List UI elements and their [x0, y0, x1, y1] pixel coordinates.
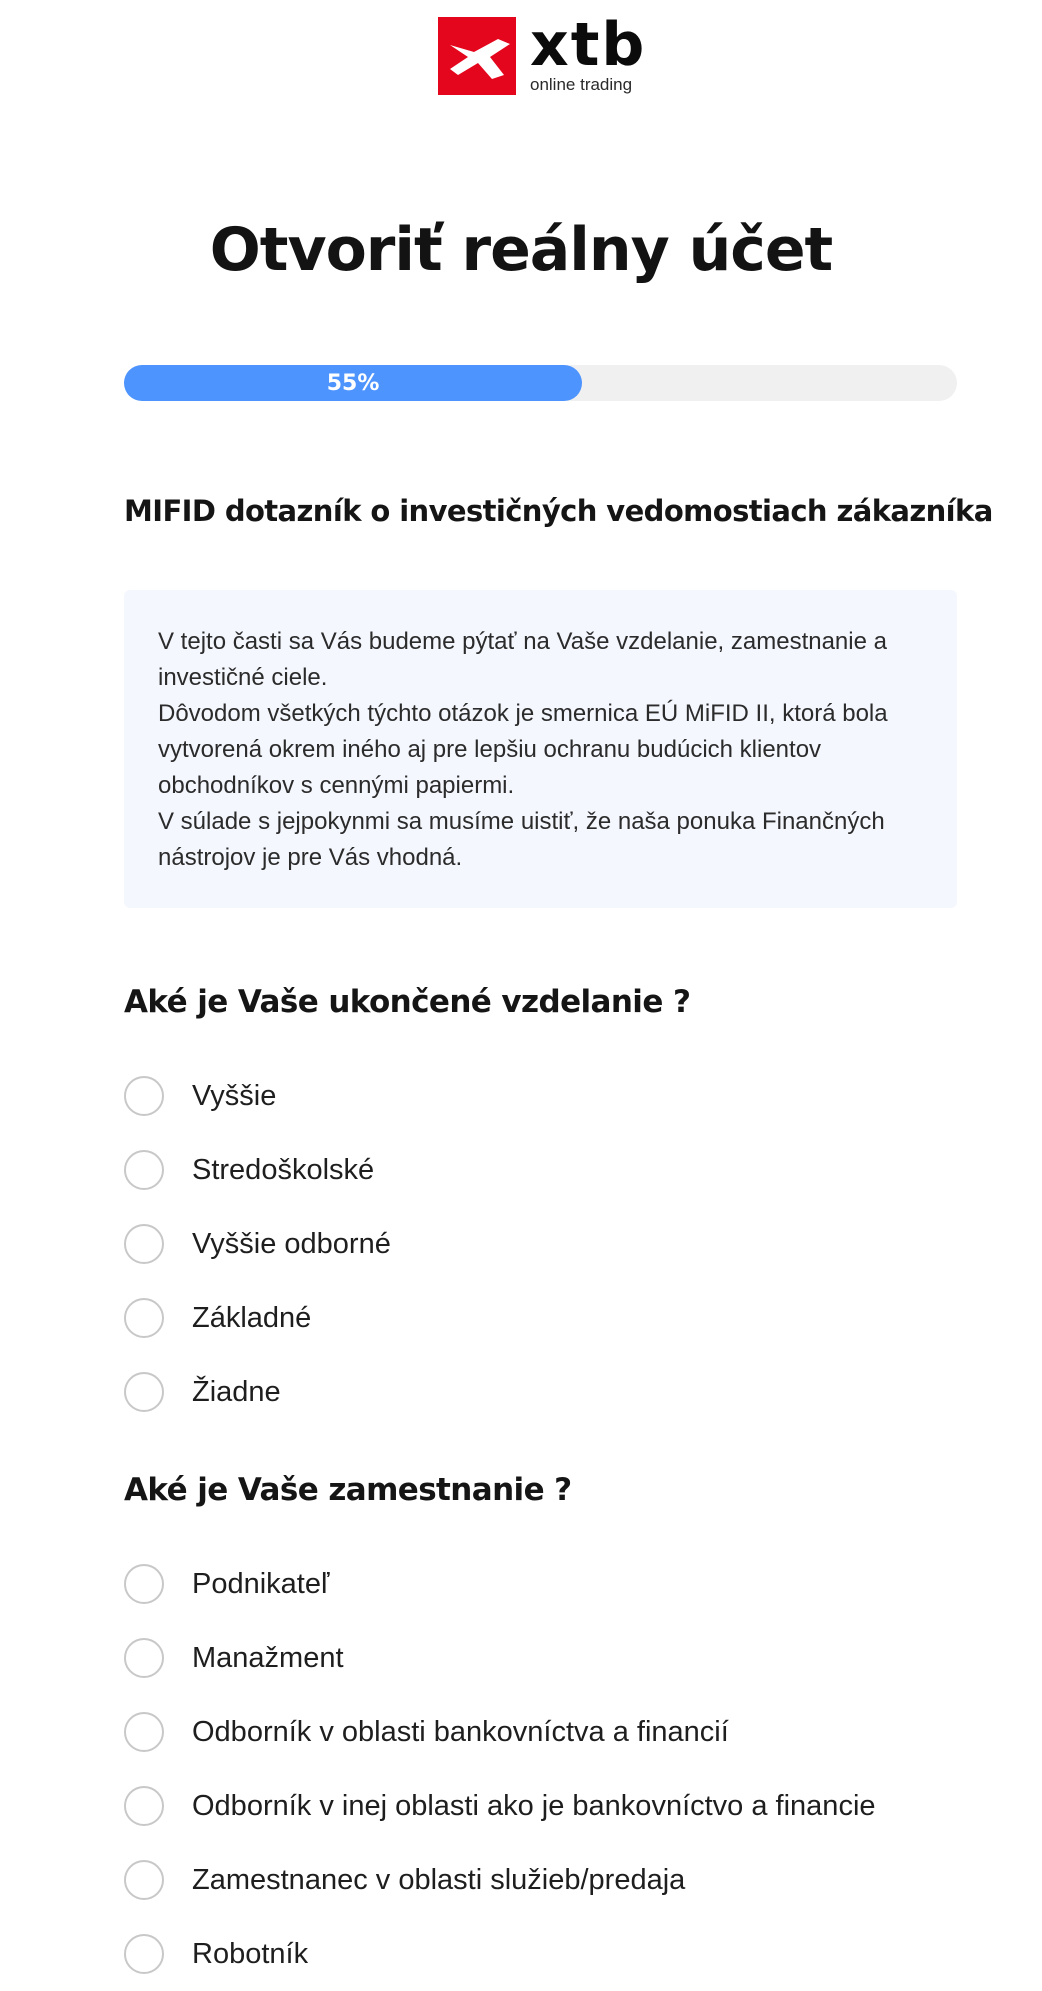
- option-label: Vyššie: [192, 1079, 277, 1112]
- info-box: [124, 590, 957, 908]
- question-education: [124, 980, 1004, 1429]
- option-label: Zamestnanec v oblasti služieb/predaja: [192, 1863, 686, 1896]
- option-odbornik-ina-oblast[interactable]: [124, 1769, 1004, 1843]
- logo-tagline: online trading: [530, 75, 633, 94]
- progress-label: 55%: [326, 370, 380, 396]
- option-zakladne[interactable]: [124, 1281, 1004, 1355]
- radio-button[interactable]: [124, 1076, 164, 1116]
- option-podnikatel[interactable]: [124, 1547, 1004, 1621]
- option-label: Podnikateľ: [192, 1567, 330, 1600]
- option-label: Manažment: [192, 1641, 344, 1674]
- option-label: Žiadne: [192, 1375, 281, 1408]
- radio-group-education: [124, 1059, 1004, 1429]
- option-label: Stredoškolské: [192, 1153, 375, 1186]
- radio-button[interactable]: [124, 1712, 164, 1752]
- radio-button[interactable]: [124, 1638, 164, 1678]
- option-ziadne[interactable]: [124, 1355, 1004, 1429]
- option-vyssie[interactable]: [124, 1059, 1004, 1133]
- option-label: Základné: [192, 1301, 312, 1334]
- radio-group-employment: [124, 1547, 1004, 1991]
- radio-button[interactable]: [124, 1786, 164, 1826]
- question-title: Aké je Vaše zamestnanie ?: [124, 1472, 572, 1508]
- page-title: Otvoriť reálny účet: [209, 215, 833, 285]
- xtb-x-icon: [438, 17, 516, 95]
- radio-button[interactable]: [124, 1150, 164, 1190]
- option-label: Odborník v oblasti bankovníctva a financií: [192, 1715, 729, 1748]
- radio-button[interactable]: [124, 1298, 164, 1338]
- logo-wordmark: xtb: [530, 10, 647, 80]
- option-label: Vyššie odborné: [192, 1227, 391, 1260]
- radio-button[interactable]: [124, 1860, 164, 1900]
- radio-button[interactable]: [124, 1372, 164, 1412]
- option-odbornik-bankovnictvo[interactable]: [124, 1695, 1004, 1769]
- option-vyssie-odborne[interactable]: [124, 1207, 1004, 1281]
- option-robotnik[interactable]: [124, 1917, 1004, 1991]
- info-paragraph: V súlade s jejpokynmi sa musíme uistiť, že naša ponuka Finančných nástrojov je pre Vás vhodná.: [158, 808, 885, 871]
- radio-button[interactable]: [124, 1564, 164, 1604]
- question-employment: [124, 1468, 1004, 1991]
- radio-button[interactable]: [124, 1934, 164, 1974]
- option-stredoskolske[interactable]: [124, 1133, 1004, 1207]
- option-zamestnanec-sluzby[interactable]: [124, 1843, 1004, 1917]
- option-label: Odborník v inej oblasti ako je bankovníctvo a financie: [192, 1789, 876, 1822]
- xtb-logo[interactable]: [438, 10, 647, 95]
- option-manazment[interactable]: [124, 1621, 1004, 1695]
- progress-bar: [124, 365, 957, 401]
- section-heading: MIFID dotazník o investičných vedomostiach zákazníka: [124, 494, 993, 528]
- info-paragraph: Dôvodom všetkých týchto otázok je smernica EÚ MiFID II, ktorá bola vytvorená okrem iného aj pre lepšiu ochranu budúcich klientov obchodníkov s cennými papiermi.: [158, 700, 888, 799]
- info-paragraph: V tejto časti sa Vás budeme pýtať na Vaše vzdelanie, zamestnanie a investičné ciele.: [158, 628, 887, 691]
- option-label: Robotník: [192, 1937, 309, 1970]
- radio-button[interactable]: [124, 1224, 164, 1264]
- progress-fill: [124, 365, 582, 401]
- question-title: Aké je Vaše ukončené vzdelanie ?: [124, 984, 691, 1020]
